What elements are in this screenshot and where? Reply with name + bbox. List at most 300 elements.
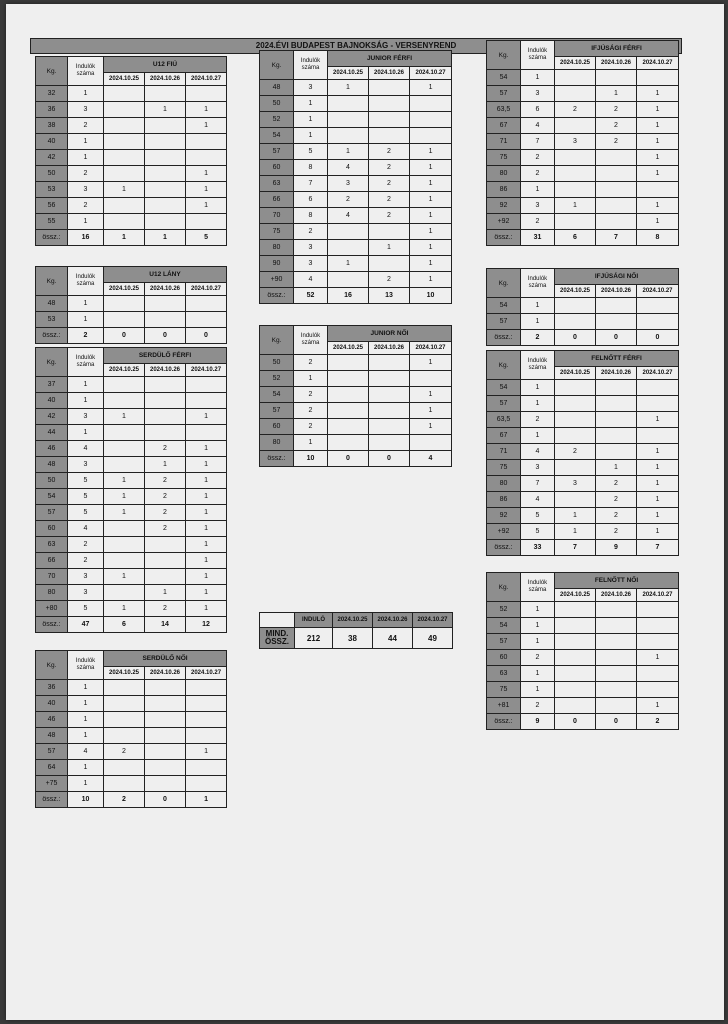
count-date-1 (555, 634, 596, 650)
entrants-count: 1 (68, 696, 104, 712)
count-date-1 (104, 728, 145, 744)
total-row (487, 330, 679, 346)
count-date-3: 1 (186, 198, 227, 214)
count-date-3: 1 (186, 102, 227, 118)
count-date-1: 1 (328, 256, 369, 272)
table-row (36, 150, 227, 166)
date-header-1: 2024.10.25 (104, 73, 145, 86)
count-date-1: 1 (104, 409, 145, 425)
count-date-3: 1 (186, 457, 227, 473)
count-date-2 (369, 96, 410, 112)
weight-class: 55 (36, 214, 68, 230)
count-date-1: 1 (104, 182, 145, 198)
weight-class: 80 (36, 585, 68, 601)
total-label: össz.: (260, 288, 294, 304)
table-row (260, 419, 452, 435)
count-date-2 (145, 569, 186, 585)
count-date-1 (555, 602, 596, 618)
count-date-2 (596, 682, 637, 698)
entrants-count: 2 (294, 403, 328, 419)
entrants-count: 2 (521, 214, 555, 230)
date-header-3: 2024.10.27 (637, 589, 679, 602)
count-date-2 (596, 70, 637, 86)
table-row (36, 441, 227, 457)
table-row (260, 240, 452, 256)
total-label: össz.: (36, 328, 68, 344)
count-date-1: 1 (104, 569, 145, 585)
entrants-count: 7 (294, 176, 328, 192)
entrants-count: 2 (68, 537, 104, 553)
count-date-2 (596, 698, 637, 714)
table-row (487, 650, 679, 666)
date-header-3: 2024.10.27 (637, 285, 679, 298)
weight-class: +75 (36, 776, 68, 792)
weight-class: 54 (260, 128, 294, 144)
count-date-1 (555, 182, 596, 198)
weight-class: +92 (487, 214, 521, 230)
weight-class: 63 (36, 537, 68, 553)
date-header-2: 2024.10.26 (369, 342, 410, 355)
entrants-count: 3 (68, 569, 104, 585)
count-date-3: 1 (186, 553, 227, 569)
count-date-1 (555, 666, 596, 682)
count-date-1 (104, 712, 145, 728)
count-date-3 (410, 112, 452, 128)
entrants-count: 8 (294, 160, 328, 176)
count-date-2 (145, 150, 186, 166)
count-date-2 (369, 403, 410, 419)
total-entrants: 9 (521, 714, 555, 730)
category-title: IFJÚSÁGI NŐI (555, 269, 679, 285)
weight-class: 54 (487, 70, 521, 86)
count-date-1: 1 (555, 198, 596, 214)
total-date-1: 1 (104, 230, 145, 246)
section-table-6 (259, 325, 452, 467)
entrants-count: 1 (521, 682, 555, 698)
entrants-count: 5 (521, 524, 555, 540)
count-date-2 (596, 214, 637, 230)
date-header-2: 2024.10.26 (369, 67, 410, 80)
entrants-count: 2 (521, 650, 555, 666)
weight-class: 63 (487, 666, 521, 682)
entrants-count: 8 (294, 208, 328, 224)
weight-class: 54 (260, 387, 294, 403)
count-date-3 (186, 425, 227, 441)
table-row (260, 128, 452, 144)
weight-class: 67 (487, 428, 521, 444)
total-date-1: 7 (555, 540, 596, 556)
entrants-count: 2 (68, 198, 104, 214)
section-table-2 (35, 266, 227, 344)
weight-class: 46 (36, 712, 68, 728)
count-date-1: 2 (555, 444, 596, 460)
weight-class: 48 (36, 728, 68, 744)
table-row (487, 412, 679, 428)
table-row (36, 214, 227, 230)
grand-total-induló: 212 (295, 628, 333, 649)
category-title: JUNIOR NŐI (328, 326, 452, 342)
count-date-3: 1 (637, 150, 679, 166)
entrants-count: 3 (521, 198, 555, 214)
count-date-2 (145, 537, 186, 553)
count-date-2 (596, 150, 637, 166)
weight-class: 36 (36, 102, 68, 118)
table-row (36, 409, 227, 425)
weight-class: 52 (487, 602, 521, 618)
count-date-2 (145, 182, 186, 198)
count-date-2 (145, 377, 186, 393)
count-date-3: 1 (637, 198, 679, 214)
weight-class: 48 (36, 457, 68, 473)
entrants-count: 7 (521, 476, 555, 492)
count-date-3 (637, 380, 679, 396)
total-date-3: 4 (410, 451, 452, 467)
date-header-3: 2024.10.27 (186, 73, 227, 86)
date-header-1: 2024.10.25 (555, 285, 596, 298)
weight-class: 53 (36, 182, 68, 198)
count-date-2: 1 (145, 102, 186, 118)
entrants-count: 3 (68, 409, 104, 425)
count-date-2 (145, 86, 186, 102)
total-label: össz.: (487, 230, 521, 246)
grand-total-date-1: 38 (333, 628, 373, 649)
total-label: össz.: (487, 714, 521, 730)
table-row (260, 96, 452, 112)
table-row (487, 682, 679, 698)
table-row (260, 176, 452, 192)
category-title: FELNŐTT NŐI (555, 573, 679, 589)
count-date-3: 1 (637, 492, 679, 508)
count-date-1 (328, 96, 369, 112)
total-date-3: 1 (186, 792, 227, 808)
count-date-3 (637, 666, 679, 682)
entrants-count: 4 (521, 492, 555, 508)
count-date-1 (104, 312, 145, 328)
section-table-9 (486, 350, 679, 556)
entrants-count: 1 (521, 602, 555, 618)
kg-header: Kg. (36, 57, 68, 86)
count-date-1 (555, 460, 596, 476)
count-date-3: 1 (410, 160, 452, 176)
table-row (487, 198, 679, 214)
kg-header: Kg. (487, 269, 521, 298)
count-date-1 (104, 553, 145, 569)
count-date-2 (369, 435, 410, 451)
entrants-count: 1 (521, 380, 555, 396)
entrants-count: 2 (294, 419, 328, 435)
count-date-2: 1 (369, 240, 410, 256)
count-date-2: 2 (369, 192, 410, 208)
count-date-2 (145, 198, 186, 214)
entrants-count: 3 (521, 460, 555, 476)
weight-class: 57 (260, 144, 294, 160)
count-date-1 (555, 492, 596, 508)
table-row (260, 192, 452, 208)
count-date-3: 1 (410, 176, 452, 192)
count-date-3: 1 (186, 744, 227, 760)
total-date-3: 12 (186, 617, 227, 633)
weight-class: 57 (487, 396, 521, 412)
table-row (487, 86, 679, 102)
total-label: össz.: (260, 451, 294, 467)
entrants-count: 2 (294, 387, 328, 403)
table-row (260, 387, 452, 403)
total-date-1: 2 (104, 792, 145, 808)
count-date-3: 1 (186, 473, 227, 489)
table-row (260, 208, 452, 224)
category-title: U12 LÁNY (104, 267, 227, 283)
entrants-count: 1 (521, 634, 555, 650)
entrants-count: 4 (68, 441, 104, 457)
kg-header: Kg. (487, 351, 521, 380)
count-date-1: 2 (104, 744, 145, 760)
count-date-3: 1 (186, 537, 227, 553)
count-date-3: 1 (410, 240, 452, 256)
count-date-3: 1 (410, 387, 452, 403)
table-row (260, 371, 452, 387)
weight-class: 70 (36, 569, 68, 585)
count-date-1: 1 (328, 144, 369, 160)
table-row (36, 86, 227, 102)
weight-class: +81 (487, 698, 521, 714)
count-date-2 (145, 696, 186, 712)
date-header-2: 2024.10.26 (596, 367, 637, 380)
count-date-2 (145, 425, 186, 441)
count-date-2: 2 (596, 118, 637, 134)
table-row (36, 569, 227, 585)
date-header-3: 2024.10.27 (637, 57, 679, 70)
count-date-1 (104, 150, 145, 166)
entrants-count: 1 (521, 314, 555, 330)
table-row (487, 666, 679, 682)
category-title: JUNIOR FÉRFI (328, 51, 452, 67)
count-date-1 (555, 298, 596, 314)
count-date-3 (637, 634, 679, 650)
weight-class: 57 (36, 505, 68, 521)
kg-header: Kg. (260, 51, 294, 80)
indulok-header: Indulók száma (294, 326, 328, 355)
weight-class: 54 (487, 298, 521, 314)
count-date-1 (328, 371, 369, 387)
total-entrants: 2 (521, 330, 555, 346)
weight-class: 71 (487, 444, 521, 460)
weight-class: 80 (487, 166, 521, 182)
entrants-count: 1 (68, 377, 104, 393)
date-header-1: 2024.10.25 (328, 342, 369, 355)
count-date-2: 2 (369, 144, 410, 160)
table-row (260, 403, 452, 419)
weight-class: 36 (36, 680, 68, 696)
entrants-count: 1 (68, 728, 104, 744)
table-row (36, 457, 227, 473)
weight-class: 86 (487, 492, 521, 508)
count-date-1 (104, 537, 145, 553)
count-date-2 (596, 166, 637, 182)
entrants-count: 1 (68, 776, 104, 792)
count-date-2 (145, 776, 186, 792)
count-date-1 (104, 296, 145, 312)
total-entrants: 16 (68, 230, 104, 246)
table-row (36, 134, 227, 150)
count-date-1 (104, 102, 145, 118)
entrants-count: 1 (68, 680, 104, 696)
count-date-1 (328, 435, 369, 451)
entrants-count: 3 (68, 182, 104, 198)
weight-class: 56 (36, 198, 68, 214)
total-label: össz.: (36, 617, 68, 633)
count-date-1: 3 (555, 476, 596, 492)
count-date-1: 1 (104, 473, 145, 489)
count-date-1 (104, 441, 145, 457)
count-date-3: 1 (637, 134, 679, 150)
entrants-count: 1 (68, 150, 104, 166)
entrants-count: 6 (521, 102, 555, 118)
table-row (487, 118, 679, 134)
count-date-2 (596, 650, 637, 666)
table-row (260, 112, 452, 128)
entrants-count: 6 (294, 192, 328, 208)
table-row (487, 298, 679, 314)
total-row (36, 792, 227, 808)
total-label: össz.: (36, 230, 68, 246)
count-date-2 (145, 296, 186, 312)
entrants-count: 2 (521, 412, 555, 428)
count-date-2 (145, 312, 186, 328)
entrants-count: 1 (68, 393, 104, 409)
total-date-3: 2 (637, 714, 679, 730)
count-date-1 (104, 521, 145, 537)
weight-class: 42 (36, 409, 68, 425)
section-table-3 (35, 347, 227, 633)
count-date-3: 1 (410, 272, 452, 288)
count-date-2: 2 (145, 489, 186, 505)
count-date-3 (186, 393, 227, 409)
count-date-3: 1 (410, 208, 452, 224)
entrants-count: 1 (294, 112, 328, 128)
entrants-count: 1 (294, 96, 328, 112)
total-date-3: 10 (410, 288, 452, 304)
count-date-1 (104, 760, 145, 776)
table-row (36, 182, 227, 198)
weight-class: 63,5 (487, 412, 521, 428)
weight-class: 60 (260, 419, 294, 435)
count-date-3 (186, 760, 227, 776)
date-header-2: 2024.10.26 (596, 285, 637, 298)
weight-class: 75 (260, 224, 294, 240)
document-title: 2024.ÉVI BUDAPEST BAJNOKSÁG - VERSENYREND (30, 38, 682, 54)
weight-class: 60 (36, 521, 68, 537)
weight-class: +92 (487, 524, 521, 540)
count-date-1 (555, 380, 596, 396)
weight-class: 50 (260, 96, 294, 112)
total-date-2: 0 (145, 328, 186, 344)
count-date-1 (555, 412, 596, 428)
table-row (36, 696, 227, 712)
count-date-2 (596, 618, 637, 634)
date-header-2: 2024.10.26 (145, 73, 186, 86)
table-row (487, 214, 679, 230)
date-header-1: 2024.10.25 (104, 667, 145, 680)
weight-class: 44 (36, 425, 68, 441)
count-date-3 (637, 682, 679, 698)
table-row (487, 150, 679, 166)
count-date-3: 1 (637, 460, 679, 476)
date-header-1: 2024.10.25 (555, 367, 596, 380)
weight-class: 40 (36, 696, 68, 712)
kg-header: Kg. (36, 651, 68, 680)
total-row (36, 617, 227, 633)
count-date-3: 1 (637, 508, 679, 524)
total-label: össz.: (487, 540, 521, 556)
count-date-1 (555, 682, 596, 698)
count-date-1 (104, 86, 145, 102)
grand-total-header-induló: INDULÓ (295, 613, 333, 628)
entrants-count: 3 (294, 256, 328, 272)
indulok-header: Indulók száma (68, 267, 104, 296)
count-date-2 (596, 666, 637, 682)
count-date-3: 1 (637, 444, 679, 460)
table-row (36, 601, 227, 617)
weight-class: 86 (487, 182, 521, 198)
entrants-count: 1 (521, 428, 555, 444)
count-date-3 (410, 128, 452, 144)
count-date-3: 1 (186, 505, 227, 521)
count-date-1 (555, 314, 596, 330)
count-date-3: 1 (637, 214, 679, 230)
grand-total-date-2: 44 (373, 628, 413, 649)
entrants-count: 4 (294, 272, 328, 288)
section-table-1 (35, 56, 227, 246)
total-label: össz.: (36, 792, 68, 808)
count-date-1: 1 (555, 524, 596, 540)
total-row (260, 451, 452, 467)
date-header-1: 2024.10.25 (104, 364, 145, 377)
total-date-2: 7 (596, 230, 637, 246)
count-date-2 (369, 256, 410, 272)
count-date-2: 2 (596, 508, 637, 524)
table-row (260, 256, 452, 272)
weight-class: 66 (260, 192, 294, 208)
category-title: IFJÚSÁGI FÉRFI (555, 41, 679, 57)
count-date-3 (186, 728, 227, 744)
count-date-2: 2 (145, 441, 186, 457)
table-row (260, 160, 452, 176)
indulok-header: Indulók száma (68, 57, 104, 86)
weight-class: 50 (36, 473, 68, 489)
table-row (487, 476, 679, 492)
category-title: SERDÜLŐ FÉRFI (104, 348, 227, 364)
weight-class: 52 (260, 112, 294, 128)
count-date-3 (186, 377, 227, 393)
kg-header: Kg. (260, 326, 294, 355)
count-date-2 (145, 214, 186, 230)
count-date-2 (369, 419, 410, 435)
weight-class: 53 (36, 312, 68, 328)
table-row (487, 602, 679, 618)
entrants-count: 5 (68, 473, 104, 489)
count-date-3 (637, 182, 679, 198)
count-date-2: 2 (369, 272, 410, 288)
weight-class: 57 (487, 314, 521, 330)
entrants-count: 1 (68, 134, 104, 150)
count-date-3 (186, 712, 227, 728)
table-row (36, 102, 227, 118)
date-header-3: 2024.10.27 (410, 67, 452, 80)
count-date-3 (637, 298, 679, 314)
entrants-count: 1 (68, 760, 104, 776)
table-row (260, 272, 452, 288)
count-date-3 (637, 396, 679, 412)
